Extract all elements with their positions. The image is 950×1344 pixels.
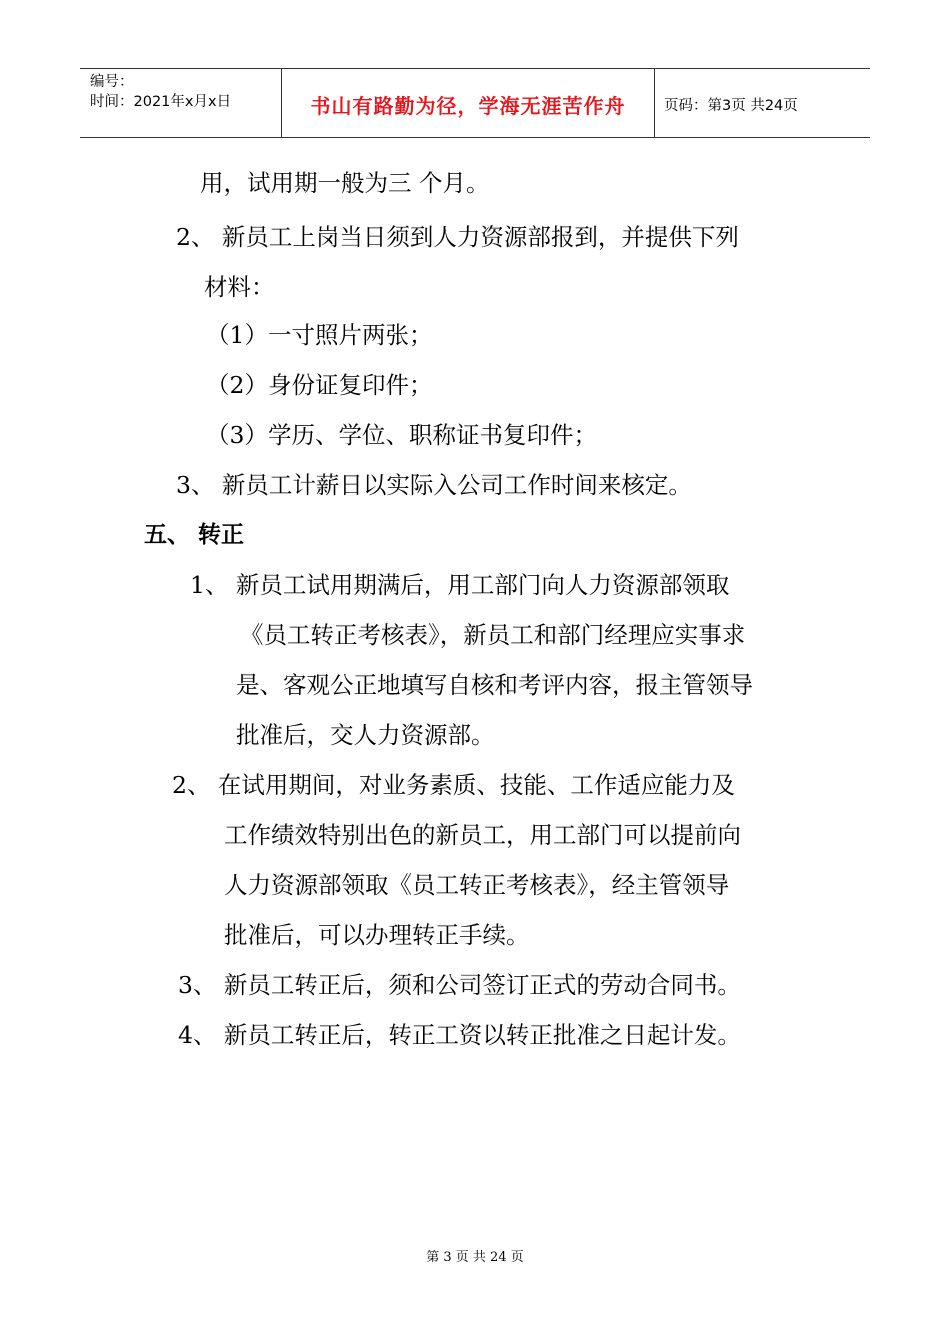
- body-line-17: 4、 新员工转正后，转正工资以转正批准之日起计发。: [178, 1021, 741, 1049]
- body-line-6: （3）学历、学位、职称证书复印件；: [206, 421, 597, 449]
- header-right-cell: [654, 69, 870, 137]
- body-line-10: 是、客观公正地填写自核和考评内容，报主管领导: [236, 671, 753, 699]
- body-line-15: 批准后，可以办理转正手续。: [224, 921, 530, 949]
- section-heading: 五、 转正: [144, 522, 245, 548]
- header-left-cell: [80, 69, 280, 137]
- document-number-label: 编号：: [90, 74, 134, 90]
- header-page-number: 页码：第3页 共24页: [664, 98, 798, 114]
- page-footer: 第 3 页 共 24 页: [426, 1250, 524, 1265]
- body-line-8: 1、 新员工试用期满后，用工部门向人力资源部领取: [190, 571, 730, 599]
- document-header: [80, 68, 870, 138]
- body-line-7: 3、 新员工计薪日以实际入公司工作时间来核定。: [176, 471, 692, 499]
- body-line-9: 《员工转正考核表》，新员工和部门经理应实事求: [240, 621, 746, 649]
- header-motto: 书山有路勤为径，学海无涯苦作舟: [310, 94, 626, 118]
- body-line-13: 工作绩效特别出色的新员工，用工部门可以提前向: [224, 821, 741, 849]
- body-line-2: 2、 新员工上岗当日须到人力资源部报到，并提供下列: [176, 223, 739, 251]
- body-line-3: 材料：: [204, 273, 275, 301]
- body-line-5: （2）身份证复印件；: [206, 371, 433, 399]
- body-line-16: 3、 新员工转正后，须和公司签订正式的劳动合同书。: [178, 971, 741, 999]
- body-line-12: 2、 在试用期间，对业务素质、技能、工作适应能力及: [172, 771, 735, 799]
- document-time-label: 时间：2021年x月x日: [90, 94, 232, 110]
- header-center-cell: [281, 69, 655, 137]
- body-line-4: （1）一寸照片两张；: [206, 321, 433, 349]
- body-line-14: 人力资源部领取《员工转正考核表》，经主管领导: [224, 871, 730, 899]
- body-line-1: 用，试用期一般为三 个月。: [200, 169, 490, 197]
- body-line-11: 批准后，交人力资源部。: [236, 721, 495, 749]
